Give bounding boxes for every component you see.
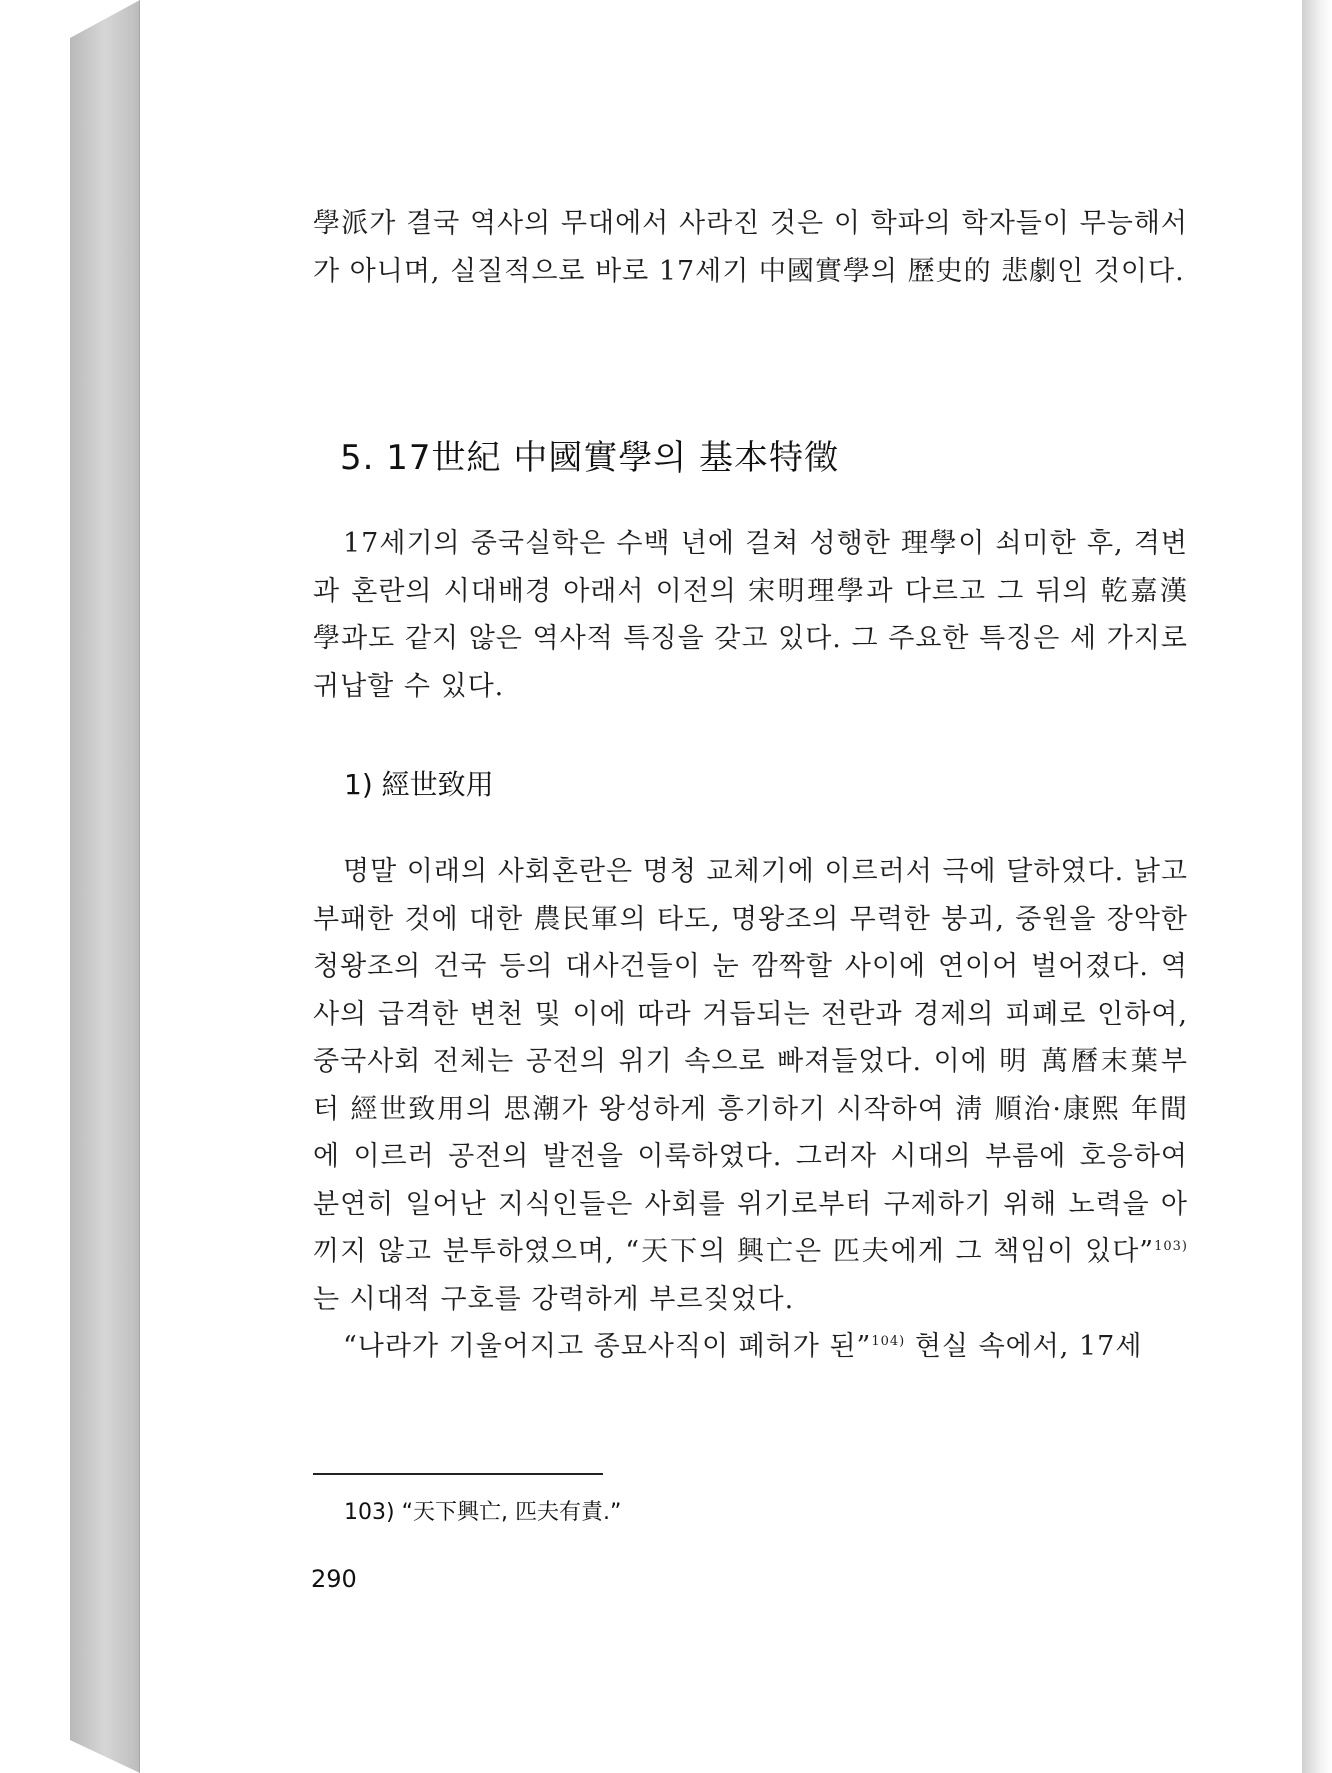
page-edge-shadow xyxy=(1302,0,1332,1773)
footnote-divider xyxy=(313,1473,603,1475)
body-paragraph-2-end: 현실 속에서, 17세 xyxy=(905,1331,1143,1362)
body-paragraph-1-text: 명말 이래의 사회혼란은 명청 교체기에 이르러서 극에 달하였다. 낡고 부패한 것에 대한 農民軍의 타도, 명왕조의 무력한 붕괴, 중원을 장악한 청왕조의 건국 등의 대사건들이 눈 깜짝할 사이에 연이어 벌어졌다. 역사의 급격한 변천 및 이에 따라 거듭되는 전란과 경제의 피폐로 인하여, 중국사회 전체는 공전의 위기 속으로 빠져들었다. 이에 明 萬曆末葉부터 經世致用의 思潮가 왕성하게 흥기하기 시작하여 淸 順治·康熙 年間에 이르러 공전의 발전을 이룩하였다. 그러자 시대의 부름에 호응하여 분연히 일어난 지식인들은 사회를 위기로부터 구제하기 위해 노력을 아끼지 않고 분투하였으며, “天下의 興亡은 匹夫에게 그 책임이 있다” xyxy=(313,856,1188,1267)
body-paragraph-1 xyxy=(313,848,1188,1323)
footnote: 103) “天下興亡, 匹夫有責.” xyxy=(344,1500,622,1525)
subheading: 1) 經世致用 xyxy=(344,768,494,801)
body-paragraph-1-end: 는 시대적 구호를 강력하게 부르짖었다. xyxy=(313,1283,795,1315)
section-heading: 5. 17世紀 中國實學의 基本特徵 xyxy=(340,438,839,478)
section-block xyxy=(313,520,1188,710)
intro-paragraph: 學派가 결국 역사의 무대에서 사라진 것은 이 학파의 학자들이 무능해서가 아니며, 실질적으로 바로 17세기 中國實學의 歷史的 悲劇인 것이다. xyxy=(313,208,1188,287)
page-number: 290 xyxy=(311,1565,357,1593)
body-paragraph-2-text: “나라가 기울어지고 종묘사직이 폐허가 된” xyxy=(343,1331,872,1362)
footnote-ref-104: 104) xyxy=(871,1334,906,1349)
footnote-ref-103: 103) xyxy=(1154,1239,1188,1254)
body-block xyxy=(313,848,1188,1371)
body-paragraph-2 xyxy=(313,1323,1188,1371)
intro-block xyxy=(313,200,1188,295)
section-paragraph: 17세기의 중국실학은 수백 년에 걸쳐 성행한 理學이 쇠미한 후, 격변과 혼란의 시대배경 아래서 이전의 宋明理學과 다르고 그 뒤의 乾嘉漢學과도 같지 않은 역사적 특징을 갖고 있다. 그 주요한 특징은 세 가지로 귀납할 수 있다. xyxy=(313,528,1188,702)
